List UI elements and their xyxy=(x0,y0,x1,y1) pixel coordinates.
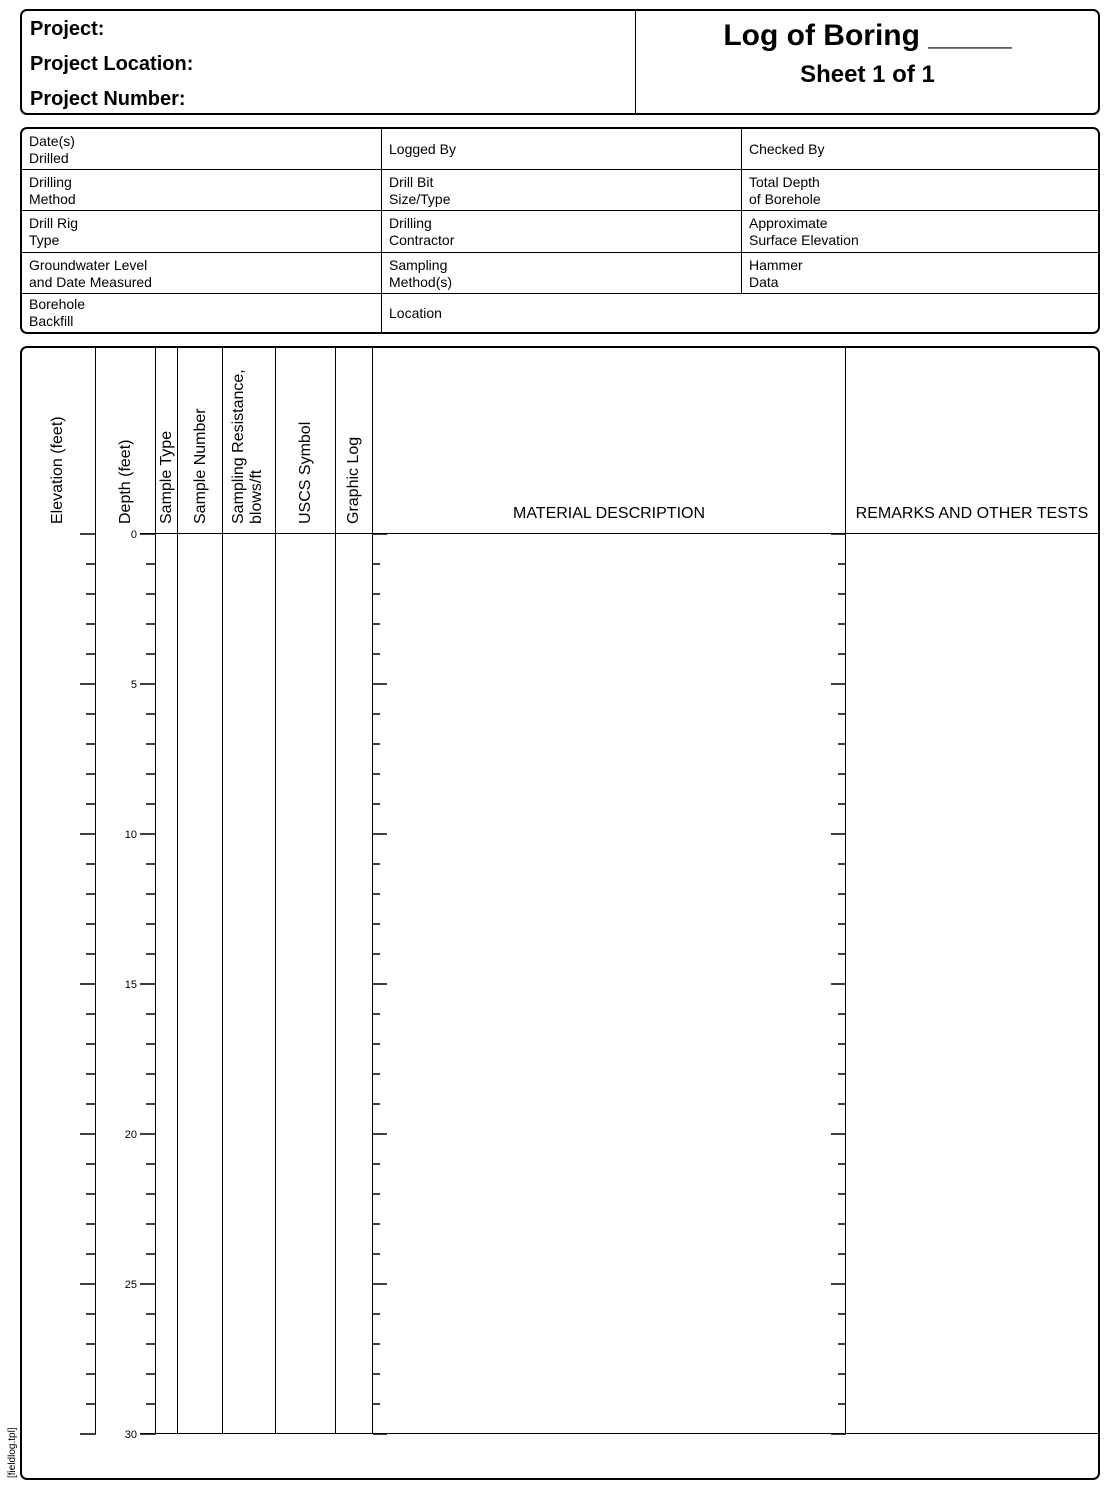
project-number-label: Project Number: xyxy=(30,88,186,110)
depth-label: 5 xyxy=(130,679,137,691)
uscs-heading: USCS Symbol xyxy=(297,421,314,524)
depth-label: 25 xyxy=(124,1279,137,1291)
dates-drilled-label: Date(s) Drilled xyxy=(29,132,75,166)
depth-label: 0 xyxy=(130,529,137,541)
graphic-log-heading: Graphic Log xyxy=(345,436,362,524)
sample-type-heading: Sample Type xyxy=(158,430,175,524)
sampling-resistance-heading: Sampling Resistance, blows/ft xyxy=(230,369,265,524)
checked-by-label: Checked By xyxy=(749,141,825,157)
total-depth-label: Total Depth of Borehole xyxy=(749,173,821,207)
log-title: Log of Boring _____ xyxy=(723,19,1012,52)
hammer-data-label: Hammer Data xyxy=(749,256,803,290)
groundwater-label: Groundwater Level and Date Measured xyxy=(29,256,152,290)
sample-number-heading: Sample Number xyxy=(192,408,209,524)
depth-label: 30 xyxy=(124,1429,137,1441)
drilling-contractor-label: Drilling Contractor xyxy=(389,215,455,248)
borehole-backfill-label: Borehole Backfill xyxy=(29,296,86,329)
template-file-code: [fieldlog.tpl] xyxy=(7,1427,18,1478)
sheet-number: Sheet 1 of 1 xyxy=(800,61,935,88)
surface-elevation-label: Approximate Surface Elevation xyxy=(749,215,859,248)
project-location-label: Project Location: xyxy=(30,53,194,75)
drill-bit-label: Drill Bit Size/Type xyxy=(389,173,451,207)
drill-rig-label: Drill Rig Type xyxy=(29,215,78,248)
material-description-heading: MATERIAL DESCRIPTION xyxy=(512,505,706,522)
elevation-heading: Elevation (feet) xyxy=(49,416,66,524)
depth-label: 20 xyxy=(124,1129,137,1141)
logged-by-label: Logged By xyxy=(389,141,456,157)
depth-label: 15 xyxy=(124,979,137,991)
location-label: Location xyxy=(389,304,442,321)
sampling-method-label: Sampling Method(s) xyxy=(389,256,453,290)
depth-label: 10 xyxy=(124,829,137,841)
depth-heading: Depth (feet) xyxy=(117,439,134,524)
drilling-method-label: Drilling Method xyxy=(29,173,76,207)
project-label: Project: xyxy=(30,18,105,40)
remarks-heading: REMARKS AND OTHER TESTS xyxy=(855,505,1089,522)
